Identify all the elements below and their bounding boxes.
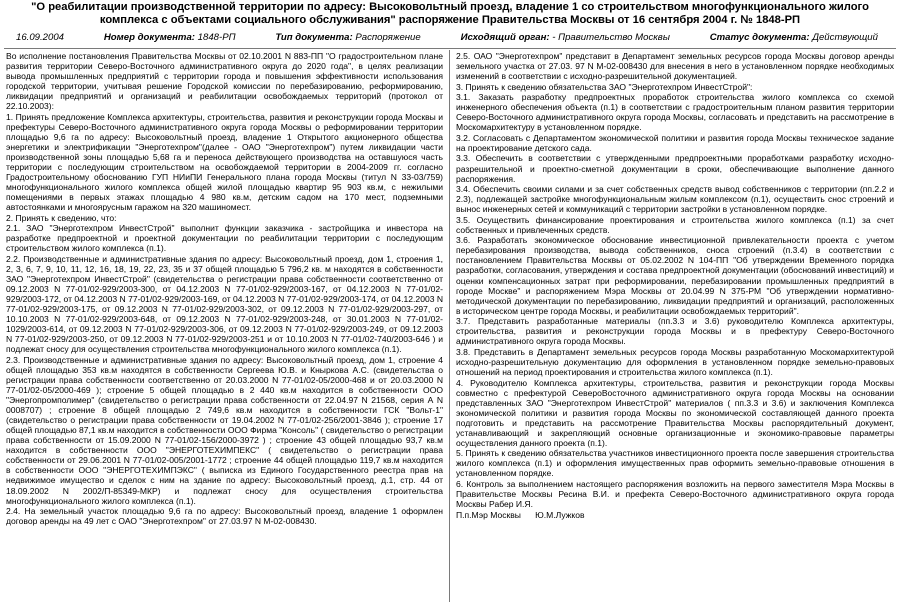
meta-type-label: Тип документа:: [275, 32, 353, 43]
paragraph: 3.7. Представить разработанные материалы (пп.3.3 и 3.6) руководителю Комплекса архитектуры, строительства, развития и реконструкции города Москвы и в префектуру Северо-Восточного административного округа города Москвы.: [456, 316, 894, 347]
paragraph: 3.1. Заказать разработку предпроектных проработок строительства жилого комплекса со схемой инженерного обеспечения объекта (п.1) в соответствии с градостроительным планом развития территории Северо-Восточного административного округа города Москвы, согласовать и представить на рассмотрение в Москомархитектуру в установленном порядке.: [456, 92, 894, 133]
meta-issuer-value: - Правительство Москвы: [552, 32, 670, 43]
document-title: "О реабилитации производственной территории по адресу: Высоковольтный проезд, владение 1 со строительством многофункционального жилого комплекса с объектами социального обслуживания" распоряжение Правительства Москвы от 16 сентября 2004 г. № 1848-РП: [31, 1, 869, 26]
paragraph: 2.1. ЗАО "Энерготехпром ИнвестСтрой" выполнит функции заказчика - застройщика и инвестора на разработке предпроектной и проектной документации по реабилитации территории с последующим строительством жилого комплекса (п.1).: [6, 223, 443, 254]
meta-issuer-label: Исходящий орган:: [460, 32, 550, 43]
paragraph: 1. Принять предложение Комплекса архитектуры, строительства, развития и реконструкции города Москвы и префектуры Северо-Восточного административного округа города Москвы о реформировании территории площадью 9,6 га по адресу: Высоковольтный проезд, владение 1 Открытого акционерного общества энергетики и электрификации "Энерготехпром"(далее - ОАО "Энерготехпром") путем ликвидации части производственной зоны площадью 5,68 га и переноса действующего производства на оставшуюся часть территории с последующим строительством на освобождаемой территории в 2004-2009 гг. согласно Градостроительному обоснованию ГУП НИиПИ Генерального плана города Москвы (титул N 33-03/759) многофункционального жилого комплекса общей жилой площадью квартир 95 903 кв.м, с нежилыми помещениями в первых этажах площадью 4 980 кв.м, детским садом на 170 мест, подземными автостоянками и многоярусным гаражом на 320 машиномест.: [6, 111, 443, 213]
meta-status-value: Действующий: [812, 32, 878, 43]
paragraph: 3.4. Обеспечить своими силами и за счет собственных средств вывод собственников с территории (пп.2.2 и 2.3), подлежащей застройке многофункциональным жилым комплексом (п.1), осуществить снос строений и вынос инженерных сетей и коммуникаций с территории застройки в установленном порядке.: [456, 184, 894, 215]
left-column: [4, 50, 450, 602]
meta-date: 16.09.2004: [16, 32, 65, 43]
paragraph: 2.2. Производственные и административные здания по адресу: Высоковольтный проезд, дом 1, строения 1, 2, 3, 6, 7, 9, 10, 11, 12, 16, 18, 19, 22, 23, 35 и 37 общей площадью 5 796,2 кв. м находятся в собственности ЗАО "Энерготехпром ИнвестСтрой" (свидетельства о регистрации права собственности соответственно от 09.12.2003 N 77-01/02-929/2003-300, от 04.12.2003 N 77-01/02-929/2003-167, от 04.12.2003 N 77-01/02-929/2003-172, от 04.12.2003 N 77-01/02-929/2003-169, от 04.12.2003 N 77-01/02-929/2003-174, от 04.12.2003 N 77-01/02-929/2003-175, от 09.12.2003 N 77-01/02-929/2003-302, от 09.12.2003 N 77-01/02-929/2003-297, от 10.10.2003 N 77-01/02-929/2003-648, от 09.12.2003 N 77-01/02-929/2003-248, от 30.01.2003 N 77-01/02-1029/2003-614, от 09.12.2003 N 77-01/02-929/2003-306, от 09.12.2003 N 77-01/02-929/2003-249, от 09.12.2003 N 77-01/02-929/2003-250, от 09.12.2003 N 77-01/02-929/2003-251 и от 10.10.2003 N 77-01/02-740/2003-646 ) и подлежат сносу для осуществления строительства многофункционального жилого комплекса (п.1).: [6, 253, 443, 355]
paragraph: 2.3. Производственные и административные здания по адресу: Высоковольтный проезд, дом 1, строение 4 общей площадью 353 кв.м находятся в собственности Сергеева Ю.В. и Кныркова А.С. (свидетельства о регистрации права собственности соответственно от 20.03.2000 N 77-01/02-05/2000-468 и от 20.03.2000 N 77-01/02-05/2000-469 ); строение 5 общей площадью в 2 440 кв.м находится в собственности ООО "Энергопромполимер" (свидетельство о регистрации права собственности от 22.04.97 N 21568, серия А N 0008707) ; строение 8 общей площадью 2 749,6 кв.м находится в собственности ГСК "Вольт-1" (свидетельство о регистрации права собственности от 19.04.2002 N 77-01/02-256/2001-3846 ); строение 17 общей площадью 87,1 кв.м находится в собственности ООО Фирма "Консоль" ( свидетельство о регистрации права собственности от 15.09.2000 N 77-01/02-156/2000-3972 ) ; строение 43 общей площадью 93,7 кв.м находится в собственности ООО "ЭНЕРГОТЕХИМПЕКС" ( свидетельство о регистрации права собственности от 29.06.2001 N 77-01/02-005/2001-1772 ; строение 44 общей площадью 119,7 кв.м находится в собственности ООО "ЭНЕРГОТЕХИМПЭКС" ( выписка из Единого Государственного реестра прав на недвижимое имущество и сделок с ним на здание по адресу: Высоковольтный проезд, д.1, стр. 44 от 18.09.2002 N 2002/П-85349-МКР) и подлежат сносу для осуществления строительства многофункционального жилого комплекса (п.1).: [6, 354, 443, 506]
meta-number: [104, 32, 236, 43]
paragraph: 3.5. Осуществить финансирование проектирования и строительства жилого комплекса (п.1) за счет собственных и привлеченных средств.: [456, 214, 894, 235]
paragraph: 2. Принять к сведению, что:: [6, 212, 117, 223]
paragraph: 3. Принять к сведению обязательства ЗАО "Энерготехпром ИнвестСтрой":: [456, 81, 753, 92]
header-divider: [4, 48, 896, 49]
meta-number-value: 1848-РП: [197, 32, 236, 43]
meta-type-value: Распоряжение: [355, 32, 421, 43]
paragraph: 3.3. Обеспечить в соответствии с утвержденными предпроектными проработками разработку исходно-разрешительной и проектно-сметной документации в сроки, обеспечивающие выполнение данного распоряжения.: [456, 153, 894, 184]
paragraph: 6. Контроль за выполнением настоящего распоряжения возложить на первого заместителя Мэра Москвы в Правительстве Москвы Ресина В.И. и префекта Северо-Восточного административного округа города Москвы Рабер И.Я.: [456, 478, 894, 510]
paragraph: 5. Принять к сведению обязательства участников инвестиционного проекта после завершения строительства жилого комплекса (п.1) и оформления имущественных прав оформить земельно-правовые отношения в установленном порядке.: [456, 448, 894, 479]
signature-line: П.п.Мэр Москвы Ю.М.Лужков: [456, 509, 585, 520]
paragraph: 2.4. На земельный участок площадью 9,6 га по адресу: Высоковольтный проезд, владение 1 оформлен договор аренды на 49 лет с ОАО "Энерготехпром" от 27.03.97 N М-02-008430.: [6, 506, 443, 527]
meta-issuer: [461, 32, 670, 43]
meta-status-label: Статус документа:: [709, 32, 810, 43]
document-page: [0, 1, 900, 602]
paragraph: 4. Руководителю Комплекса архитектуры, строительства, развития и реконструкции города Москвы совместно с префектурой СевероВосточного административного округа города Москвы на основании представленных ЗАО "Энерготехпром ИнвестСтрой" материалов ( пп.3.3 и 3.6) и заключения Комплекса экономической политики и развития города Москвы по экономической составляющей данного проекта подготовить и представить на рассмотрение Правительства Москвы распорядительный документ, устанавливающий и закрепляющий основные организационные и экономико-правовые параметры осуществления данного проекта (п.1).: [456, 377, 894, 448]
right-column: [450, 50, 896, 602]
document-body: [4, 50, 896, 602]
meta-number-label: Номер документа:: [103, 32, 195, 43]
paragraph: 2.5. ОАО "Энерготехпром" представит в Департамент земельных ресурсов города Москвы договор аренды земельного участка от 27.03. 97 N М-02-008430 для внесения в него в установленном порядке необходимых изменений в соответствии с исходно-разрешительной документацией.: [456, 51, 894, 82]
paragraph: 3.2. Согласовать с Департаментом экономической политики и развития города Москвы техническое задание на проектирование детского сада.: [456, 132, 894, 153]
paragraph: 3.8. Представить в Департамент земельных ресурсов города Москвы разработанную Москомархитектурой исходно-разрешительную документацию для оформления в установленном порядке земельно-правовых отношений на период проектирования и строительства жилого комплекса (п.1).: [456, 346, 894, 377]
meta-status: [710, 32, 878, 43]
paragraph: Во исполнение постановления Правительства Москвы от 02.10.2001 N 883-ПП "О градостроительном плане развития территории Северо-Восточного административного округа до 2020 года", в целях реализации вывода промышленных предприятий с территории города и повышения эффективности использования городской территории, учитывая решение Городской комиссии по перебазированию, реформированию, ликвидации предприятий и организаций и реабилитации освобождаемых территорий (протокол от 22.10.2003):: [6, 51, 443, 112]
paragraph: 3.6. Разработать экономическое обоснование инвестиционной привлекательности проекта с учетом перебазирования производства, вывода собственников, сноса строений (п.3.4) в соответствии с постановлением Правительства Москвы от 05.02.2002 N 104-ПП "Об утверждении Временного порядка разработки, согласования, утверждения и состава предпроектной документации (обоснований инвестиций) и оценки компенсационных затрат при реформировании, перебазировании промышленных предприятий в городе Москве" и распоряжением Мэра Москвы от 20.04.99 N 375-РМ "Об утверждении нормативно-методической документации по перебазированию, ликвидации предприятий и организаций, расположенных в историческом центре города Москвы, и реабилитации освобождаемых территорий".: [456, 235, 894, 316]
meta-type: [275, 32, 420, 43]
document-meta: [16, 32, 884, 45]
